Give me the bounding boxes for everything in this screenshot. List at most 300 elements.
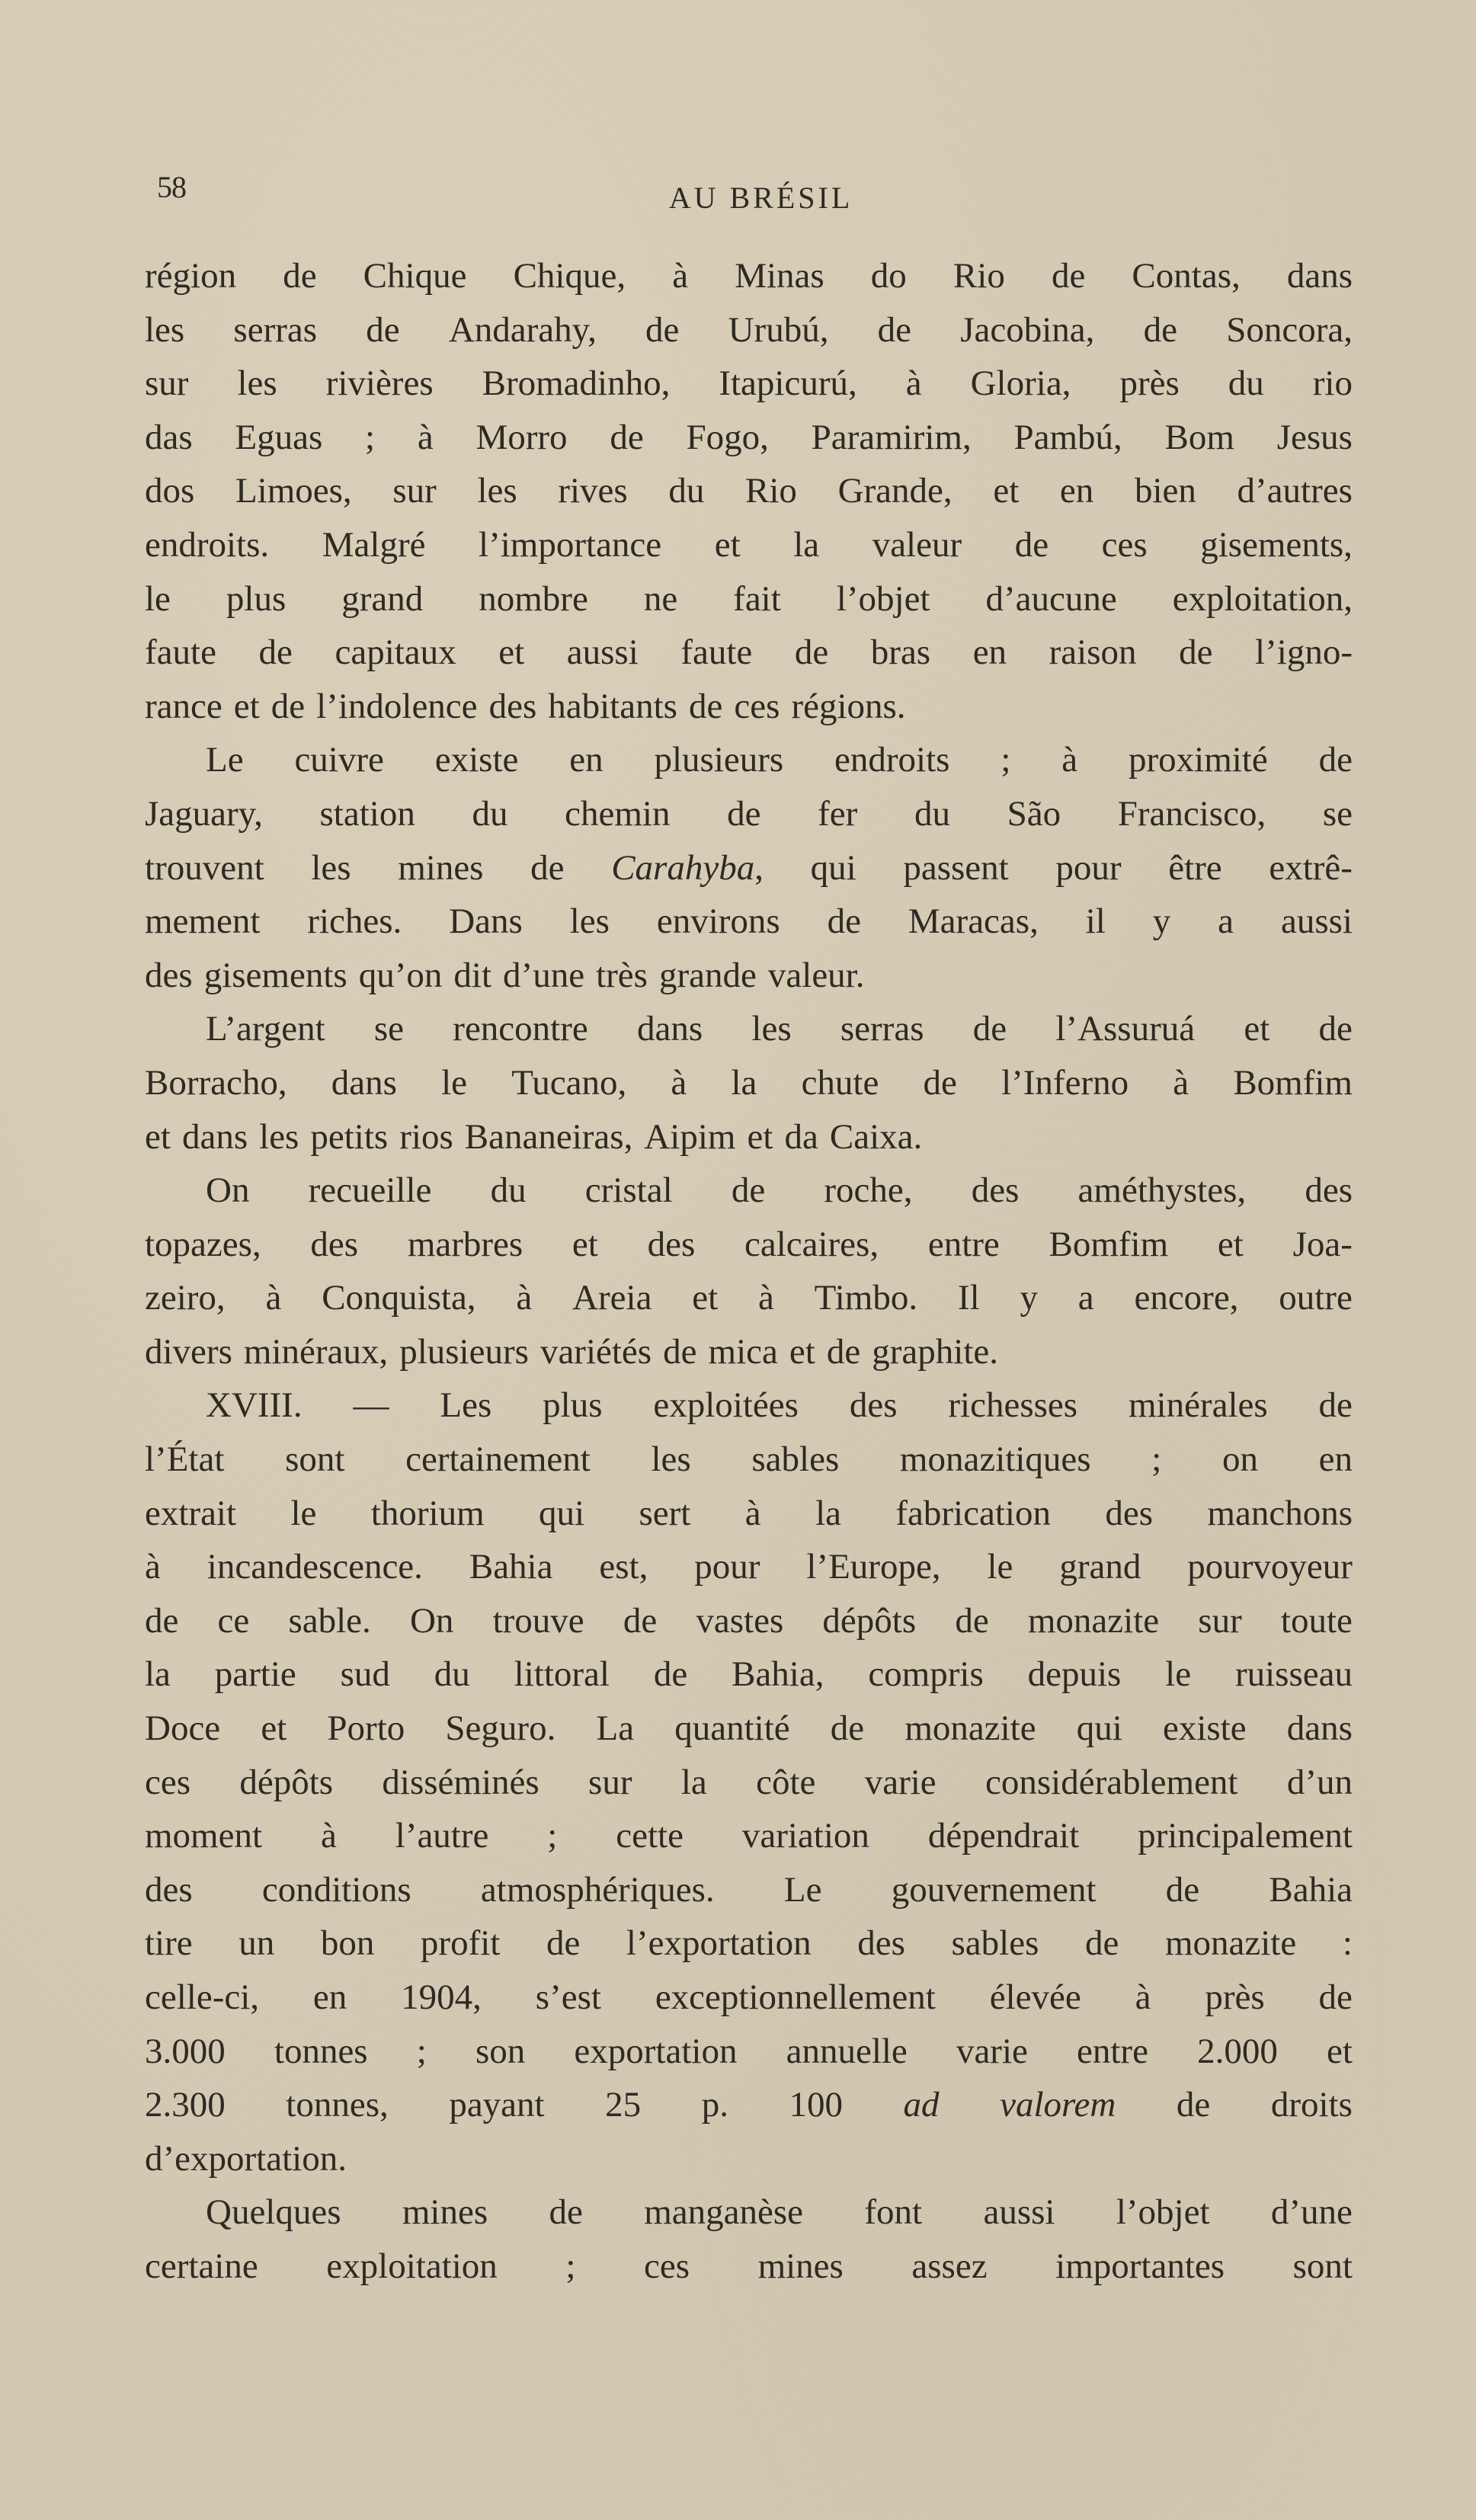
italic-term: Carahyba: [611, 847, 755, 888]
word: Porto: [327, 1708, 405, 1749]
word: Il: [957, 1278, 980, 1318]
word: s’est: [535, 1977, 601, 2017]
word: de: [972, 1009, 1007, 1049]
word: Andarahy,: [448, 309, 597, 350]
word: marbres: [407, 1224, 523, 1264]
word: de: [271, 686, 306, 726]
text-line: [145, 1594, 1353, 1648]
word: dans: [181, 1116, 248, 1157]
word: graphite.: [872, 1331, 998, 1372]
word: Bahia: [1269, 1869, 1353, 1910]
word: l’igno-: [1255, 632, 1353, 673]
word: sont: [1292, 2246, 1353, 2286]
word: les: [145, 309, 185, 350]
paragraph: [145, 2185, 1353, 2293]
word: petits: [310, 1116, 389, 1157]
text-line: [145, 1378, 1353, 1433]
text-line: [145, 841, 1353, 895]
word: certainement: [405, 1439, 591, 1480]
word: ce: [217, 1600, 250, 1641]
word: grande: [659, 955, 757, 995]
word: endroits: [834, 740, 950, 780]
word: raison: [1049, 632, 1137, 673]
word: des: [145, 955, 193, 995]
word: Itapicurú,: [719, 363, 857, 404]
word: qui: [810, 847, 856, 888]
word: y: [1020, 1278, 1038, 1318]
word: a: [1218, 901, 1234, 942]
word: existe: [434, 740, 519, 780]
word: Carahyba,: [611, 847, 764, 888]
word: de: [1318, 1009, 1353, 1049]
word: Jesus: [1276, 417, 1353, 457]
word: station: [319, 793, 415, 834]
word: près: [1205, 1977, 1265, 2017]
word: et: [1244, 1009, 1270, 1049]
word: dans: [1286, 1708, 1353, 1749]
word: São: [1007, 793, 1061, 834]
page-number: 58: [157, 170, 186, 204]
word: exploitation,: [1172, 578, 1353, 619]
word: monazite: [1164, 1923, 1297, 1964]
word: das: [145, 417, 193, 457]
word: Quelques: [206, 2192, 341, 2233]
word: de: [546, 1923, 581, 1964]
word: sur: [588, 1762, 632, 1802]
word: exploitées: [653, 1385, 799, 1426]
word: de: [1176, 2085, 1211, 2125]
word: serras: [840, 1009, 924, 1049]
word: de: [653, 1654, 688, 1695]
word: à: [744, 1493, 761, 1533]
word: recueille: [308, 1170, 432, 1211]
word: principalement: [1138, 1816, 1353, 1856]
word: ;: [1151, 1439, 1162, 1480]
word: Les: [440, 1385, 492, 1426]
word: d’aucune: [985, 578, 1117, 619]
word: de: [530, 847, 565, 888]
word: plus: [543, 1385, 603, 1426]
word: variétés: [539, 1331, 652, 1372]
word: toute: [1280, 1600, 1353, 1641]
word: gouvernement: [891, 1869, 1097, 1910]
word: de: [727, 793, 761, 834]
word: du: [914, 793, 950, 834]
word: fait: [733, 578, 781, 619]
word: de: [794, 632, 829, 673]
word: manchons: [1207, 1493, 1353, 1533]
word: Maracas,: [908, 901, 1039, 942]
word: bon: [320, 1923, 375, 1964]
word: aussi: [1280, 901, 1353, 942]
word: serras: [233, 309, 318, 350]
word: pour: [694, 1547, 760, 1587]
word: et: [498, 632, 525, 673]
word: être: [1168, 847, 1222, 888]
word: de: [145, 1600, 179, 1641]
word: ces: [1101, 524, 1148, 565]
word: disséminés: [382, 1762, 539, 1802]
word: sables: [951, 1923, 1039, 1964]
word: assez: [911, 2246, 988, 2286]
word: Seguro.: [445, 1708, 556, 1749]
text-line: [145, 464, 1353, 518]
word: encore,: [1134, 1278, 1239, 1318]
word: mica: [708, 1331, 778, 1372]
word: cette: [616, 1816, 684, 1856]
word: près: [1119, 363, 1180, 404]
word: endroits.: [145, 524, 270, 565]
word: Eguas: [235, 417, 323, 457]
word: Le: [783, 1869, 822, 1910]
word: partie: [214, 1654, 296, 1695]
word: se: [373, 1009, 405, 1049]
word: pourvoyeur: [1187, 1547, 1353, 1587]
word: On: [409, 1600, 454, 1641]
word: et: [1326, 2031, 1353, 2071]
word: élevée: [989, 1977, 1081, 2017]
text-line: [145, 1002, 1353, 1056]
word: [904, 2078, 940, 2132]
word: Joa-: [1292, 1224, 1353, 1264]
word: des: [1305, 1170, 1353, 1211]
word: chemin: [565, 793, 671, 834]
text-line: [145, 1647, 1353, 1702]
paragraph: [145, 1002, 1353, 1164]
word: de: [549, 2192, 583, 2233]
word: à: [145, 1547, 161, 1587]
word: thorium: [370, 1493, 485, 1533]
word: environs: [656, 901, 780, 942]
word: considérablement: [985, 1762, 1238, 1802]
word: d’autres: [1237, 471, 1353, 511]
word: gisements,: [1200, 524, 1353, 565]
word: de: [1143, 309, 1177, 350]
word: sable.: [288, 1600, 371, 1641]
text-line: [145, 1218, 1353, 1272]
word: outre: [1279, 1278, 1353, 1318]
word: a: [1077, 1278, 1094, 1318]
word: da: [784, 1116, 818, 1157]
text-line: [145, 1809, 1353, 1863]
text-line: [145, 1271, 1353, 1325]
word: riches.: [307, 901, 402, 942]
word: un: [239, 1923, 275, 1964]
word: 2.300: [145, 2085, 226, 2125]
word: Chique: [363, 256, 467, 296]
word: on: [1221, 1439, 1258, 1480]
word: Bomfim: [1049, 1224, 1169, 1264]
word: le: [290, 1493, 317, 1533]
text-line: [145, 626, 1353, 680]
word: depuis: [1027, 1654, 1122, 1695]
word: en: [569, 740, 604, 780]
word: atmosphériques.: [480, 1869, 715, 1910]
text-line: [145, 1540, 1353, 1594]
word: aussi: [566, 632, 639, 673]
word: sur: [392, 471, 437, 511]
word: les: [751, 1009, 792, 1049]
text-line: [145, 787, 1353, 841]
word: des: [488, 686, 537, 726]
word: et: [233, 686, 260, 726]
word: conditions: [261, 1869, 411, 1910]
word: mines: [757, 2246, 844, 2286]
word: l’objet: [1116, 2192, 1210, 2233]
word: du: [1228, 363, 1264, 404]
word: de: [877, 309, 912, 350]
word: le: [441, 1062, 468, 1103]
word: d’exportation.: [145, 2138, 347, 2179]
word: ruisseau: [1234, 1654, 1353, 1695]
word: sur: [145, 363, 189, 404]
word: extrê-: [1269, 847, 1353, 888]
word: ;: [416, 2031, 427, 2071]
word: les: [477, 471, 517, 511]
word: son: [475, 2031, 526, 2071]
word: cuivre: [294, 740, 384, 780]
word: de: [663, 1331, 697, 1372]
word: Limoes,: [235, 471, 352, 511]
word: à: [320, 1816, 337, 1856]
word: ces: [145, 1762, 191, 1802]
word: mines: [402, 2192, 488, 2233]
word: plus: [226, 578, 287, 619]
word: très: [596, 955, 648, 995]
text-line: [145, 1433, 1353, 1487]
word: capitaux: [335, 632, 456, 673]
word: extrait: [145, 1493, 237, 1533]
word: monazite: [1027, 1600, 1160, 1641]
word: Contas,: [1132, 256, 1241, 296]
word: Tucano,: [511, 1062, 627, 1103]
word: trouve: [492, 1600, 584, 1641]
text-line: [145, 949, 1353, 1003]
word: ces: [643, 2246, 690, 2286]
word: aussi: [983, 2192, 1055, 2233]
word: monazitiques: [899, 1439, 1091, 1480]
word: l’État: [145, 1439, 225, 1480]
word: ne: [643, 578, 678, 619]
word: des: [849, 1385, 898, 1426]
word: améthystes,: [1077, 1170, 1247, 1211]
word: Dans: [449, 901, 523, 942]
word: les: [651, 1439, 691, 1480]
word: valeur: [872, 524, 962, 565]
word: Le: [206, 740, 244, 780]
word: Aipim: [644, 1116, 736, 1157]
word: Caixa.: [829, 1116, 923, 1157]
word: grand: [1059, 1547, 1141, 1587]
text-line: [145, 1863, 1353, 1917]
word: de: [1014, 524, 1049, 565]
word: l’exportation: [626, 1923, 812, 1964]
word: Rio: [745, 471, 797, 511]
word: calcaires,: [744, 1224, 879, 1264]
word: du: [434, 1654, 470, 1695]
word: à: [905, 363, 922, 404]
word: trouvent: [145, 847, 264, 888]
word: quantité: [674, 1708, 790, 1749]
word: La: [596, 1708, 635, 1749]
word: à: [671, 1062, 687, 1103]
word: Bahia: [469, 1547, 553, 1587]
text-line: [145, 2185, 1353, 2240]
word: en: [1318, 1439, 1353, 1480]
word: régions.: [791, 686, 906, 726]
word: :: [1342, 1923, 1353, 1964]
word: de: [688, 686, 723, 726]
word: annuelle: [786, 2031, 908, 2071]
word: rencontre: [453, 1009, 588, 1049]
word: à: [265, 1278, 282, 1318]
word: minérales: [1128, 1385, 1268, 1426]
paragraph: [145, 249, 1353, 733]
text-line: [145, 2078, 1353, 2132]
word: à: [516, 1278, 533, 1318]
word: mines: [398, 847, 484, 888]
word: qui: [539, 1493, 585, 1533]
word: des: [971, 1170, 1020, 1211]
word: et: [993, 471, 1020, 511]
word: de: [1165, 1869, 1200, 1910]
word: littoral: [514, 1654, 610, 1695]
word: Bahia,: [732, 1654, 824, 1695]
word: dos: [145, 471, 195, 511]
word: varie: [956, 2031, 1028, 2071]
word: Francisco,: [1117, 793, 1266, 834]
word: chute: [801, 1062, 879, 1103]
word: à: [1173, 1062, 1189, 1103]
word: à: [672, 256, 689, 296]
word: en: [1059, 471, 1094, 511]
word: gisements: [203, 955, 347, 995]
word: de: [623, 1600, 658, 1641]
word: à: [757, 1278, 774, 1318]
word: dépôts: [822, 1600, 917, 1641]
word: la: [145, 1654, 171, 1695]
word: p.: [701, 2085, 728, 2125]
word: la: [815, 1493, 841, 1533]
word: varie: [864, 1762, 937, 1802]
word: bras: [870, 632, 931, 673]
word: d’une: [503, 955, 585, 995]
text-line: [145, 518, 1353, 572]
text-line: [145, 2025, 1353, 2079]
word: Areia: [572, 1278, 652, 1318]
word: richesses: [948, 1385, 1078, 1426]
word: sur: [1198, 1600, 1242, 1641]
word: topazes,: [145, 1224, 261, 1264]
word: ces: [734, 686, 780, 726]
paragraph: [145, 733, 1353, 1002]
word: de: [645, 309, 680, 350]
word: il: [1085, 901, 1106, 942]
word: qu’on: [358, 955, 443, 995]
word: côte: [756, 1762, 816, 1802]
text-line: [145, 895, 1353, 949]
word: région: [145, 256, 237, 296]
word: le: [1165, 1654, 1192, 1695]
word: plusieurs: [654, 740, 784, 780]
word: droits: [1270, 2085, 1353, 2125]
word: Minas: [735, 256, 824, 296]
word: sert: [639, 1493, 691, 1533]
word: ;: [1001, 740, 1011, 780]
text-line: [145, 1164, 1353, 1218]
word: Borracho,: [145, 1062, 287, 1103]
word: ;: [365, 417, 376, 457]
word: le: [145, 578, 171, 619]
word: XVIII.: [206, 1385, 303, 1426]
word: qui: [1076, 1708, 1122, 1749]
word: du: [668, 471, 705, 511]
word: d’une: [1270, 2192, 1353, 2233]
word: de: [955, 1600, 989, 1641]
word: la: [793, 524, 820, 565]
word: roche,: [824, 1170, 913, 1211]
word: exceptionnellement: [655, 1977, 936, 2017]
text-line: [145, 411, 1353, 465]
word: les: [237, 363, 277, 404]
word: profit: [420, 1923, 501, 1964]
word: le: [987, 1547, 1013, 1587]
word: la: [731, 1062, 757, 1103]
word: et: [145, 1116, 171, 1157]
body-text: [145, 249, 1353, 2294]
word: Timbo.: [814, 1278, 918, 1318]
word: en: [312, 1977, 347, 2017]
word: dépôts: [239, 1762, 334, 1802]
text-line: [145, 357, 1353, 411]
word: de: [826, 1331, 861, 1372]
word: rance: [145, 686, 223, 726]
word: l’importance: [479, 524, 662, 565]
word: d’un: [1286, 1762, 1353, 1802]
word: des: [1105, 1493, 1154, 1533]
word: Fogo,: [686, 417, 769, 457]
word: l’Assuruá: [1055, 1009, 1196, 1049]
word: Bomfim: [1233, 1062, 1353, 1103]
word: —: [353, 1385, 389, 1426]
word: nombre: [479, 578, 588, 619]
word: et: [1217, 1224, 1244, 1264]
word: Grande,: [837, 471, 953, 511]
text-line: [145, 733, 1353, 787]
word: de: [366, 309, 400, 350]
word: L’argent: [206, 1009, 325, 1049]
word: valeur.: [767, 955, 865, 995]
word: à: [417, 417, 434, 457]
word: Bananeiras,: [464, 1116, 633, 1157]
word: entre: [927, 1224, 1000, 1264]
word: Rio: [953, 256, 1005, 296]
word: sud: [340, 1654, 390, 1695]
word: du: [490, 1170, 527, 1211]
word: manganèse: [644, 2192, 804, 2233]
word: faute: [680, 632, 753, 673]
word: l’indolence: [316, 686, 478, 726]
word: bien: [1134, 471, 1196, 511]
word: les: [259, 1116, 299, 1157]
running-head: AU BRÉSIL: [668, 181, 853, 215]
text-line: [145, 680, 1353, 734]
word: de: [1051, 256, 1086, 296]
word: payant: [449, 2085, 545, 2125]
word: de: [827, 901, 861, 942]
paragraph: [145, 1164, 1353, 1378]
word: minéraux,: [243, 1331, 389, 1372]
